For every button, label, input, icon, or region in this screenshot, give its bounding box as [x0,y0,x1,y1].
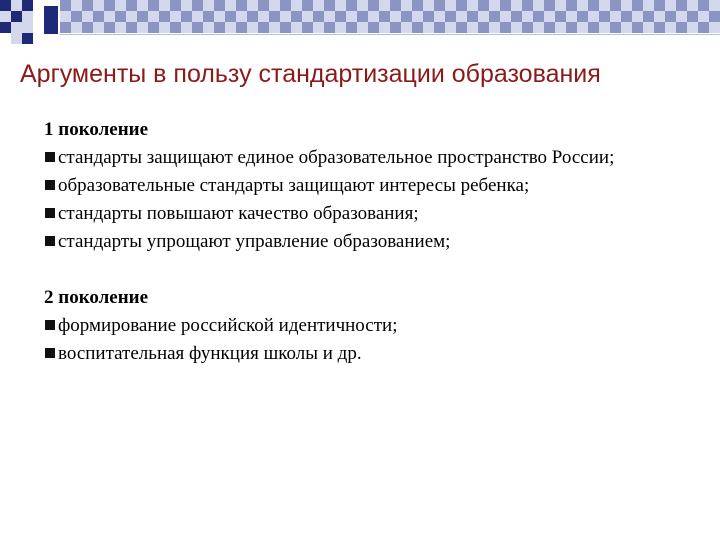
deco-square [60,22,71,33]
deco-square [698,11,709,22]
deco-square [126,22,137,33]
deco-square [401,22,412,33]
deco-square [346,22,357,33]
section-generation-2 [44,284,675,368]
deco-square [456,0,467,11]
deco-square [676,11,687,22]
deco-square [225,11,236,22]
deco-square [445,22,456,33]
deco-square [214,11,225,22]
deco-square [566,22,577,33]
deco-square [280,11,291,22]
deco-square [93,11,104,22]
deco-square [533,22,544,33]
deco-square [71,0,82,11]
deco-square [544,22,555,33]
deco-square [159,22,170,33]
list-item [44,172,675,200]
deco-square [346,0,357,11]
deco-square [357,11,368,22]
deco-square [379,0,390,11]
deco-square [511,0,522,11]
deco-square [654,22,665,33]
deco-square [445,0,456,11]
deco-square [434,22,445,33]
deco-square [22,11,33,22]
deco-square [82,11,93,22]
deco-square [676,0,687,11]
deco-square [11,33,22,44]
deco-square [115,0,126,11]
deco-square [676,22,687,33]
deco-square [137,22,148,33]
deco-square [22,33,33,44]
deco-square [610,11,621,22]
deco-square [522,22,533,33]
deco-square [533,0,544,11]
deco-square [82,0,93,11]
square-bullet-icon [45,348,55,358]
deco-square [247,0,258,11]
deco-square [22,22,33,33]
deco-square [335,0,346,11]
deco-square [302,22,313,33]
deco-square [401,0,412,11]
square-bullet-icon [45,320,55,330]
deco-square [247,22,258,33]
deco-square [412,0,423,11]
deco-square [621,0,632,11]
deco-square [214,0,225,11]
deco-square [236,22,247,33]
deco-square [258,11,269,22]
deco-square [93,0,104,11]
deco-square [632,0,643,11]
deco-square [412,22,423,33]
deco-square [423,0,434,11]
deco-square [71,11,82,22]
deco-square [137,0,148,11]
deco-square [126,0,137,11]
deco-square [511,22,522,33]
deco-square [181,0,192,11]
deco-square [621,11,632,22]
deco-square [643,0,654,11]
list-item [44,144,675,172]
deco-square [577,0,588,11]
deco-square [467,11,478,22]
deco-square [577,22,588,33]
deco-square [434,11,445,22]
list-item-text: воспитательная функция школы и др. [58,343,362,364]
deco-square [610,0,621,11]
deco-square [335,11,346,22]
deco-square [555,0,566,11]
deco-square [357,0,368,11]
deco-square [258,22,269,33]
deco-square [368,22,379,33]
deco-square [511,11,522,22]
deco-square [577,11,588,22]
deco-square [192,0,203,11]
list-item [44,200,675,228]
deco-square [236,11,247,22]
deco-square [390,22,401,33]
deco-square [423,11,434,22]
deco-square [489,11,500,22]
decorative-checker-header [0,0,720,48]
deco-square [478,11,489,22]
deco-square [423,22,434,33]
deco-square [170,22,181,33]
deco-square [115,22,126,33]
deco-square [368,11,379,22]
deco-square [588,11,599,22]
deco-square [115,11,126,22]
deco-square [203,11,214,22]
deco-square [709,22,720,33]
deco-square [599,0,610,11]
deco-square [566,11,577,22]
deco-square [269,11,280,22]
deco-square [0,11,11,22]
deco-square [324,11,335,22]
deco-square [500,11,511,22]
deco-square [643,22,654,33]
deco-square [500,0,511,11]
deco-square [368,0,379,11]
deco-square [324,0,335,11]
deco-square [610,22,621,33]
deco-square [357,22,368,33]
deco-square [621,22,632,33]
deco-square [203,22,214,33]
deco-square [544,11,555,22]
deco-square [104,11,115,22]
deco-square [192,11,203,22]
deco-square [291,0,302,11]
deco-square [335,22,346,33]
deco-square [390,11,401,22]
deco-square [159,0,170,11]
deco-square [522,11,533,22]
deco-square [346,11,357,22]
deco-square [269,0,280,11]
deco-square [192,22,203,33]
deco-square [632,11,643,22]
deco-square [687,11,698,22]
square-bullet-icon [45,180,55,190]
deco-square [313,11,324,22]
deco-square [269,22,280,33]
square-bullet-icon [45,236,55,246]
deco-square [379,22,390,33]
deco-square [148,0,159,11]
deco-square [181,22,192,33]
deco-square [478,22,489,33]
list-item-text: стандарты защищают единое образовательное пространство России; [58,147,615,168]
deco-square [93,22,104,33]
deco-square [401,11,412,22]
deco-square [687,22,698,33]
deco-square [445,11,456,22]
deco-square [11,0,22,11]
deco-square [412,11,423,22]
deco-square [544,0,555,11]
deco-square [280,0,291,11]
deco-square [467,0,478,11]
deco-square [434,0,445,11]
deco-square [643,11,654,22]
deco-square [280,22,291,33]
deco-square [522,0,533,11]
square-bullet-icon [45,208,55,218]
deco-square [82,22,93,33]
deco-square [0,0,11,11]
deco-square [104,22,115,33]
deco-square [126,11,137,22]
deco-square [258,0,269,11]
slide-title: Аргументы в пользу стандартизации образования [20,60,601,88]
deco-square [60,11,71,22]
deco-square [313,0,324,11]
deco-square [654,11,665,22]
deco-square [599,11,610,22]
list-item-text: образовательные стандарты защищают интересы ребенка; [58,175,530,196]
deco-square [588,22,599,33]
deco-square [665,11,676,22]
deco-square [225,22,236,33]
deco-square [555,22,566,33]
deco-square [313,22,324,33]
deco-square [170,11,181,22]
deco-square [324,22,335,33]
deco-square [698,22,709,33]
deco-square [500,22,511,33]
deco-line [60,34,720,35]
deco-square [599,22,610,33]
deco-square [104,0,115,11]
list-item [44,228,675,256]
deco-square [291,11,302,22]
deco-square [632,22,643,33]
deco-square [709,0,720,11]
deco-square [225,0,236,11]
deco-square [489,22,500,33]
deco-square [555,11,566,22]
list-item-text: стандарты повышают качество образования; [58,203,419,224]
deco-square [709,11,720,22]
deco-square [456,11,467,22]
deco-square [533,11,544,22]
deco-bar [44,6,58,34]
deco-square [687,0,698,11]
deco-square [698,0,709,11]
deco-square [456,22,467,33]
section-heading: 2 поколение [44,287,149,308]
deco-square [489,0,500,11]
list-item [44,312,675,340]
deco-square [665,0,676,11]
deco-square [22,0,33,11]
deco-square [214,22,225,33]
deco-square [379,11,390,22]
deco-square [159,11,170,22]
list-item-text: стандарты упрощают управление образованием; [58,231,451,252]
section-heading: 1 поколение [44,119,149,140]
deco-square [302,11,313,22]
deco-square [11,22,22,33]
deco-square [588,0,599,11]
deco-square [665,22,676,33]
deco-square [203,0,214,11]
deco-square [148,11,159,22]
deco-square [60,0,71,11]
slide-content [44,116,675,368]
section-spacer [44,256,675,284]
deco-square [467,22,478,33]
deco-square [181,11,192,22]
deco-square [11,11,22,22]
deco-square [148,22,159,33]
deco-square [478,0,489,11]
section-generation-1 [44,116,675,256]
deco-square [291,22,302,33]
deco-square [566,0,577,11]
deco-square [170,0,181,11]
deco-square [71,22,82,33]
list-item-text: формирование российской идентичности; [58,315,398,336]
deco-square [654,0,665,11]
deco-square [247,11,258,22]
deco-square [137,11,148,22]
square-bullet-icon [45,152,55,162]
list-item [44,340,675,368]
deco-square [236,0,247,11]
deco-square [390,0,401,11]
deco-square [302,0,313,11]
deco-square [0,22,11,33]
